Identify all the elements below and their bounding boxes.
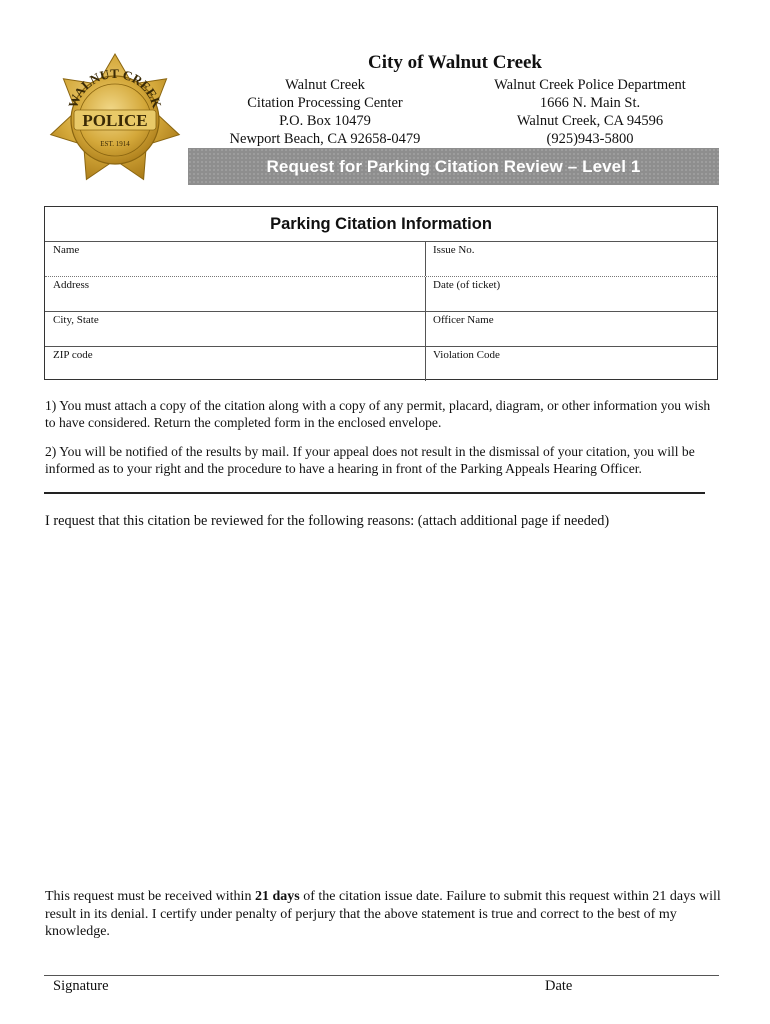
form-title-banner: Request for Parking Citation Review – Level 1 [188,148,719,185]
notice-deadline: 21 days [254,889,300,904]
reasons-prompt: I request that this citation be reviewed for the following reasons: (attach additional page if needed) [45,513,610,529]
address-line: Newport Beach, CA 92658-0479 [229,131,421,147]
instruction-1: 1) You must attach a copy of the citation along with a copy of any permit, placard, diagram, or other information you wish to have considered. Return the completed form in the enclosed envelope. [45,398,711,430]
address-line: P.O. Box 10479 [279,113,371,129]
badge-est-text: EST. 1914 [100,140,130,148]
instruction-2: 2) You will be notified of the results by mail. If your appeal does not result in the dismissal of your citation, you will be informed as to your right and the procedure to have a hearing in front of the Parking Appeals Hearing Officer. [45,444,695,476]
officer-name-field[interactable]: Officer Name [433,314,494,326]
address-field[interactable]: Address [53,279,90,291]
zip-code-field[interactable]: ZIP code [53,349,93,361]
form-row [45,311,717,346]
address-line: Citation Processing Center [247,95,403,111]
address-line: Walnut Creek Police Department [494,77,686,93]
issue-number-field[interactable]: Issue No. [433,244,475,256]
form-row [45,241,717,276]
form-row [45,346,717,381]
address-line: 1666 N. Main St. [539,95,641,111]
name-field[interactable]: Name [53,244,80,256]
signature-field[interactable]: Signature [53,978,109,994]
city-state-field[interactable]: City, State [53,314,99,326]
badge-top-text: WALNUT CREEK [65,65,165,110]
notice-text: of the citation issue date. Failure to submit this request within 21 days will result in its denial. I certify under penalty of perjury that the above statement is true and correct to the best of my knowledge. [45,889,721,939]
processing-center-address [210,76,440,148]
section-divider [44,492,705,494]
violation-code-field[interactable]: Violation Code [433,349,500,361]
signature-line [44,975,719,976]
address-line: Walnut Creek, CA 94596 [516,113,664,129]
date-field[interactable]: Date [545,978,573,994]
city-title: City of Walnut Creek [368,52,542,73]
deadline-notice [45,888,721,941]
address-line: (925)943-5800 [546,131,634,147]
badge-center-text: POLICE [82,111,148,130]
police-department-address [462,76,718,148]
form-row [45,276,717,311]
police-badge-logo [48,50,182,184]
address-line: Walnut Creek [285,77,365,93]
ticket-date-field[interactable]: Date (of ticket) [433,279,501,291]
section-title: Parking Citation Information [270,215,492,233]
citation-info-section [44,206,718,380]
notice-text: This request must be received within [45,889,255,904]
